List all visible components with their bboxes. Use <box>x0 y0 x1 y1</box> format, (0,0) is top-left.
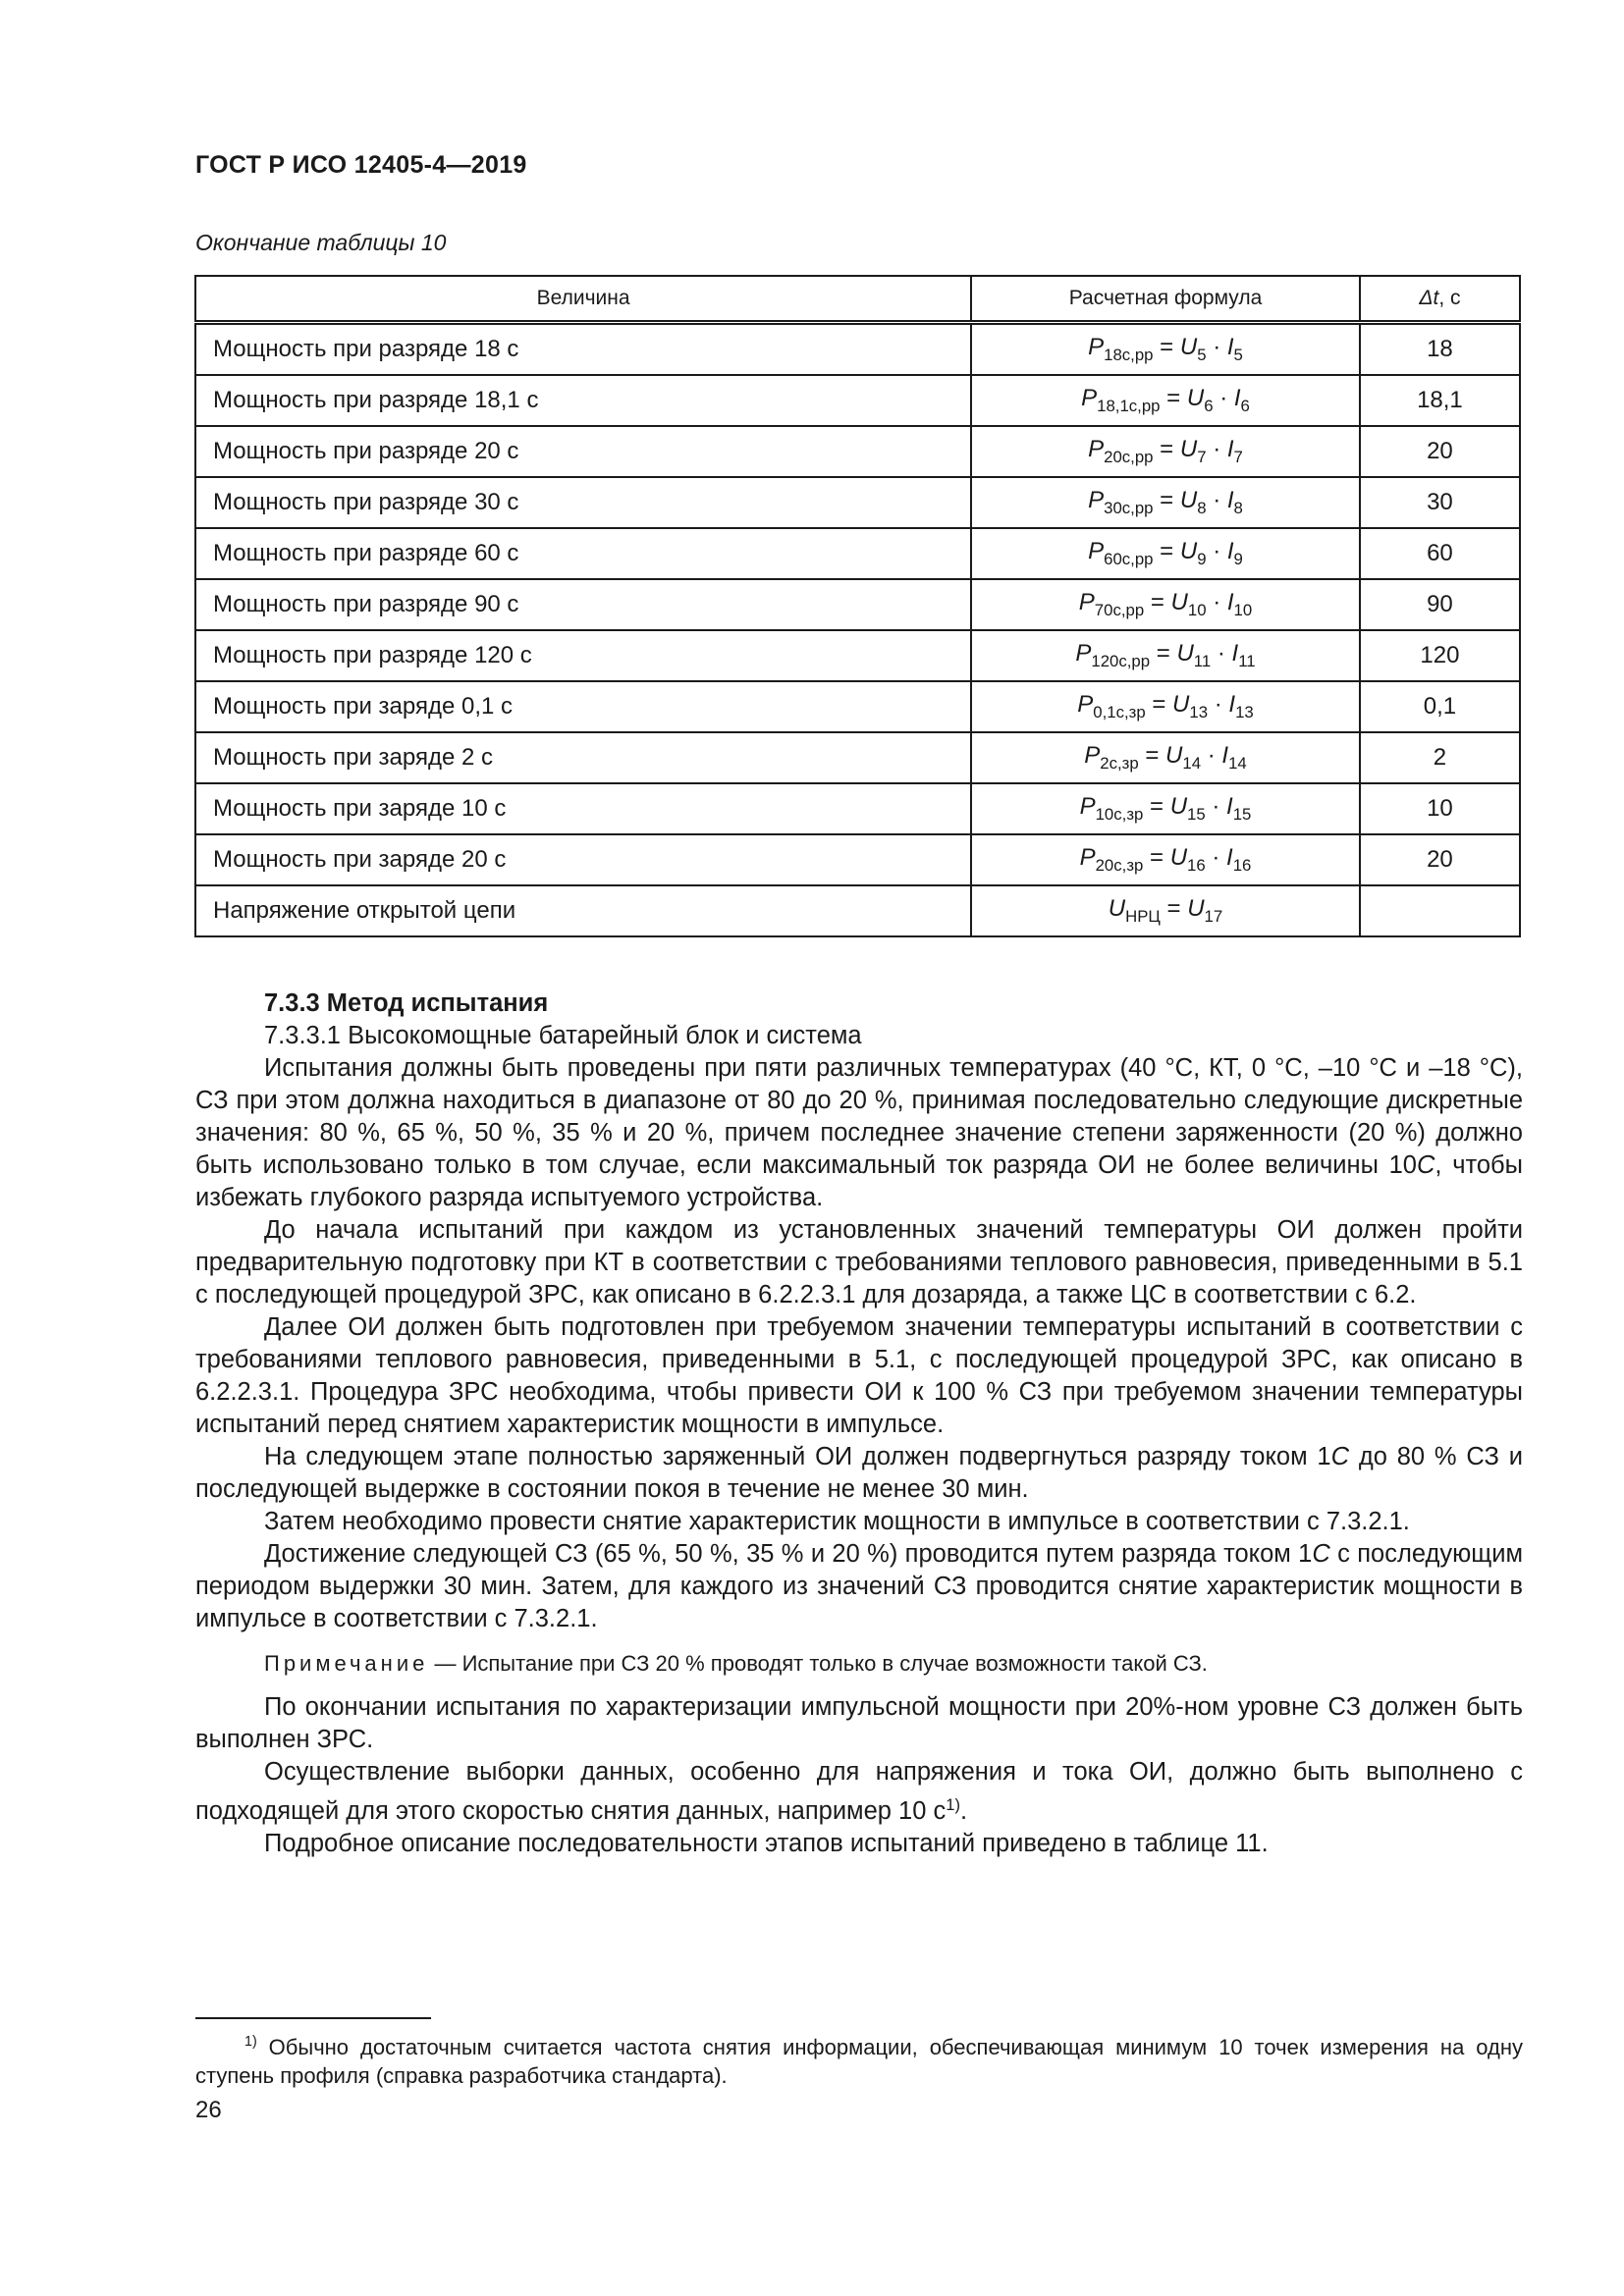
row-dt: 18,1 <box>1360 375 1520 426</box>
row-formula <box>971 323 1360 376</box>
multiply-dot: · <box>1206 487 1227 513</box>
table-row <box>195 783 1520 834</box>
power-symbol: P <box>1088 334 1105 360</box>
paragraph-8-text: Осуществление выборки данных, особенно для напряжения и тока ОИ, должно быть выполнено с подходящей для этого скоростью снятия данных, например 10 с <box>195 1758 1523 1825</box>
row-dt: 120 <box>1360 630 1520 681</box>
voltage-subscript: 11 <box>1193 652 1212 670</box>
row-name: Мощность при разряде 90 с <box>195 579 971 630</box>
current-subscript: 14 <box>1228 754 1247 773</box>
voltage-symbol: U <box>1170 589 1188 615</box>
paragraph-5: Затем необходимо провести снятие характеристик мощности в импульсе в соответствии с 7.3.2.1. <box>264 1508 1410 1535</box>
paragraph-1 <box>195 1052 1523 1214</box>
multiply-dot: · <box>1206 436 1227 462</box>
equals-sign: = <box>1143 844 1170 871</box>
section-heading: 7.3.3 Метод испытания <box>264 989 549 1017</box>
paragraph-7: По окончании испытания по характеризации импульсной мощности при 20%-ном уровне СЗ должен быть выполнен ЗРС. <box>195 1693 1523 1753</box>
paragraph-9: Подробное описание последовательности этапов испытаний приведено в таблице 11. <box>264 1830 1269 1857</box>
row-dt: 60 <box>1360 528 1520 579</box>
voltage-symbol: U <box>1169 793 1188 820</box>
table-row <box>195 834 1520 885</box>
equals-sign: = <box>1153 436 1180 462</box>
equals-sign: = <box>1145 691 1173 718</box>
voltage-subscript: 10 <box>1187 601 1207 619</box>
voltage-symbol: U <box>1179 538 1198 564</box>
table-row <box>195 426 1520 477</box>
row-name: Мощность при заряде 10 с <box>195 783 971 834</box>
row-name: Мощность при заряде 20 с <box>195 834 971 885</box>
paragraph-1-text-b: , чтобы избежать глубокого разряда испытуемого устройства. <box>195 1151 1523 1211</box>
power-subscript: 10с,зр <box>1095 805 1144 824</box>
paragraph-4 <box>195 1441 1523 1506</box>
power-subscript: 30с,рр <box>1104 499 1154 517</box>
paragraph-3: Далее ОИ должен быть подготовлен при требуемом значении температуры испытаний в соответствии с требованиями теплового равновесия, приведенными в 5.1, с последующей процедурой ЗРС, как описано в 6.2.2.3.1. Процедура ЗРС необходима, чтобы привести ОИ к 100 % СЗ при требуемом значении температуры испытаний перед снятием характеристик мощности в импульсе. <box>195 1313 1523 1438</box>
power-symbol: P <box>1088 436 1105 462</box>
current-symbol: I <box>1226 844 1233 871</box>
current-symbol: I <box>1233 385 1241 411</box>
paragraph-6-text-a: Достижение следующей СЗ (65 %, 50 %, 35 % и 20 %) проводится путем разряда током 1 <box>264 1540 1313 1568</box>
row-formula <box>971 477 1360 528</box>
column-header-name: Величина <box>195 276 971 323</box>
table-row <box>195 630 1520 681</box>
current-symbol: I <box>1231 640 1239 667</box>
equals-sign: = <box>1160 895 1188 922</box>
document-header: ГОСТ Р ИСО 12405-4—2019 <box>195 151 527 179</box>
row-formula <box>971 579 1360 630</box>
multiply-dot: · <box>1206 334 1227 360</box>
paragraph-6-c-unit: C <box>1312 1540 1330 1568</box>
row-formula <box>971 834 1360 885</box>
row-name: Мощность при разряде 30 с <box>195 477 971 528</box>
dt-unit: , с <box>1438 287 1461 309</box>
row-name: Мощность при заряде 2 с <box>195 732 971 783</box>
table-body <box>195 323 1520 937</box>
equals-sign: = <box>1153 487 1180 513</box>
paragraph-4-text-a: На следующем этапе полностью заряженный ОИ должен подвергнуться разряду током 1 <box>264 1443 1331 1470</box>
current-symbol: I <box>1226 538 1234 564</box>
voltage-symbol: U <box>1176 640 1194 667</box>
column-header-formula: Расчетная формула <box>971 276 1360 323</box>
table-caption: Окончание таблицы 10 <box>195 230 447 255</box>
power-subscript: 0,1с,зр <box>1093 703 1146 721</box>
table-row <box>195 375 1520 426</box>
voltage-symbol: U <box>1169 844 1188 871</box>
power-subscript: 2с,зр <box>1100 754 1139 773</box>
power-subscript: 18,1с,рр <box>1097 397 1161 415</box>
row-name: Мощность при разряде 18 с <box>195 323 971 376</box>
power-subscript: 120с,рр <box>1091 652 1151 670</box>
row-formula <box>971 681 1360 732</box>
row-dt: 20 <box>1360 426 1520 477</box>
page-number: 26 <box>195 2097 222 2123</box>
equals-sign: = <box>1150 640 1177 667</box>
power-subscript: 70с,рр <box>1094 601 1145 619</box>
row-dt: 90 <box>1360 579 1520 630</box>
paragraph-6-text-b: с последующим периодом выдержки 30 мин. Затем, для каждого из значений СЗ проводится снятие характеристик мощности в импульсе в соответствии с 7.3.2.1. <box>195 1540 1524 1632</box>
footnote <box>195 2028 1523 2090</box>
section-7-3-3 <box>195 988 1523 1860</box>
equals-sign: = <box>1153 334 1180 360</box>
current-subscript: 7 <box>1233 448 1243 466</box>
row-dt: 18 <box>1360 323 1520 376</box>
power-symbol: P <box>1077 691 1094 718</box>
footnote-reference[interactable]: 1) <box>946 1795 960 1814</box>
voltage-symbol: U <box>1108 895 1126 922</box>
row-dt: 0,1 <box>1360 681 1520 732</box>
power-subscript: 20с,зр <box>1095 856 1144 875</box>
row-name: Мощность при заряде 0,1 с <box>195 681 971 732</box>
power-symbol: P <box>1088 487 1105 513</box>
power-subscript: 18с,рр <box>1104 346 1154 364</box>
power-symbol: P <box>1088 538 1105 564</box>
power-symbol: P <box>1075 640 1092 667</box>
voltage-subscript: 17 <box>1204 907 1223 926</box>
current-symbol: I <box>1221 742 1229 769</box>
multiply-dot: · <box>1206 589 1227 615</box>
multiply-dot: · <box>1205 844 1227 871</box>
power-symbol: P <box>1084 742 1101 769</box>
voltage-subscript: 9 <box>1197 550 1207 568</box>
row-dt: 20 <box>1360 834 1520 885</box>
current-subscript: 8 <box>1233 499 1243 517</box>
current-symbol: I <box>1226 334 1234 360</box>
voltage-subscript: 13 <box>1189 703 1209 721</box>
dt-symbol: Δt <box>1419 287 1439 309</box>
row-dt <box>1360 885 1520 936</box>
power-subscript: 60с,рр <box>1104 550 1154 568</box>
row-formula <box>971 885 1360 936</box>
table-row-ocv <box>195 885 1520 936</box>
current-subscript: 16 <box>1232 856 1252 875</box>
voltage-subscript: 16 <box>1187 856 1206 875</box>
current-subscript: 6 <box>1240 397 1250 415</box>
row-name: Мощность при разряде 18,1 с <box>195 375 971 426</box>
row-dt: 2 <box>1360 732 1520 783</box>
power-symbol: P <box>1078 589 1095 615</box>
column-header-dt <box>1360 276 1520 323</box>
table-row <box>195 681 1520 732</box>
equals-sign: = <box>1160 385 1187 411</box>
footnote-text: Обычно достаточным считается частота снятия информации, обеспечивающая минимум 10 точек измерения на одну ступень профиля (справка разработчика стандарта). <box>195 2035 1523 2088</box>
multiply-dot: · <box>1206 538 1227 564</box>
paragraph-8-end: . <box>959 1797 968 1825</box>
equals-sign: = <box>1138 742 1166 769</box>
equals-sign: = <box>1153 538 1180 564</box>
current-subscript: 15 <box>1232 805 1252 824</box>
multiply-dot: · <box>1205 793 1227 820</box>
row-formula <box>971 783 1360 834</box>
table-row <box>195 477 1520 528</box>
row-formula <box>971 375 1360 426</box>
row-formula <box>971 528 1360 579</box>
row-formula <box>971 732 1360 783</box>
row-name: Мощность при разряде 60 с <box>195 528 971 579</box>
note-label: Примечание <box>264 1651 429 1676</box>
voltage-symbol: U <box>1187 895 1205 922</box>
voltage-subscript: 6 <box>1204 397 1214 415</box>
paragraph-2: До начала испытаний при каждом из установленных значений температуры ОИ должен пройти предварительную подготовку при КТ в соответствии с требованиями теплового равновесия, приведенными в 5.1 с последующей процедурой ЗРС, как описано в 6.2.2.3.1 для дозаряда, а также ЦС в соответствии с 6.2. <box>195 1216 1523 1308</box>
current-symbol: I <box>1228 691 1236 718</box>
paragraph-4-c-unit: C <box>1330 1443 1350 1470</box>
section-subheading: 7.3.3.1 Высокомощные батарейный блок и система <box>264 1022 862 1049</box>
voltage-subscript: 5 <box>1197 346 1207 364</box>
voltage-subscript: 7 <box>1197 448 1207 466</box>
current-subscript: 5 <box>1233 346 1243 364</box>
row-name: Напряжение открытой цепи <box>195 885 971 936</box>
row-formula <box>971 426 1360 477</box>
paragraph-8 <box>195 1756 1523 1828</box>
current-symbol: I <box>1226 487 1234 513</box>
note <box>195 1647 1523 1680</box>
current-symbol: I <box>1226 589 1234 615</box>
power-symbol: P <box>1079 844 1096 871</box>
equals-sign: = <box>1144 589 1171 615</box>
power-symbol: P <box>1081 385 1098 411</box>
row-name: Мощность при разряде 120 с <box>195 630 971 681</box>
paragraph-6 <box>195 1538 1523 1635</box>
voltage-symbol: U <box>1186 385 1205 411</box>
voltage-symbol: U <box>1165 742 1183 769</box>
ocv-subscript: НРЦ <box>1125 907 1161 926</box>
current-symbol: I <box>1226 793 1233 820</box>
table-row <box>195 732 1520 783</box>
table-row <box>195 528 1520 579</box>
voltage-subscript: 15 <box>1187 805 1206 824</box>
voltage-symbol: U <box>1179 487 1198 513</box>
row-name: Мощность при разряде 20 с <box>195 426 971 477</box>
row-dt: 30 <box>1360 477 1520 528</box>
voltage-symbol: U <box>1179 334 1198 360</box>
paragraph-1-c-unit: C <box>1417 1151 1435 1179</box>
voltage-symbol: U <box>1172 691 1190 718</box>
footnote-mark: 1) <box>244 2034 257 2050</box>
paragraph-1-text-a: Испытания должны быть проведены при пяти различных температурах (40 °С, КТ, 0 °С, –10 °С и –18 °С), СЗ при этом должна находиться в диапазоне от 80 до 20 %, принимая последовательно следующие дискретные значения: 80 %, 65 %, 50 %, 35 % и 20 %, причем последнее значение степени заряженности (20 %) должно быть использовано только в том случае, если максимальный ток разряда ОИ не более величины 10 <box>195 1054 1523 1179</box>
row-formula <box>971 630 1360 681</box>
table-row <box>195 579 1520 630</box>
multiply-dot: · <box>1211 640 1232 667</box>
equals-sign: = <box>1143 793 1170 820</box>
current-subscript: 11 <box>1238 652 1256 670</box>
note-text: — Испытание при СЗ 20 % проводят только в случае возможности такой СЗ. <box>428 1651 1208 1676</box>
voltage-subscript: 8 <box>1197 499 1207 517</box>
power-subscript: 20с,рр <box>1104 448 1154 466</box>
paragraph-4-text-b: до 80 % СЗ и последующей выдержке в состоянии покоя в течение не менее 30 мин. <box>195 1443 1523 1503</box>
row-dt: 10 <box>1360 783 1520 834</box>
multiply-dot: · <box>1213 385 1234 411</box>
current-subscript: 9 <box>1233 550 1243 568</box>
footnote-separator <box>195 2017 431 2019</box>
table-10 <box>194 275 1521 937</box>
current-subscript: 13 <box>1235 703 1254 721</box>
voltage-subscript: 14 <box>1182 754 1202 773</box>
current-subscript: 10 <box>1233 601 1253 619</box>
multiply-dot: · <box>1201 742 1222 769</box>
current-symbol: I <box>1226 436 1234 462</box>
table-row <box>195 323 1520 376</box>
power-symbol: P <box>1079 793 1096 820</box>
multiply-dot: · <box>1208 691 1229 718</box>
table-header-row <box>195 276 1520 323</box>
voltage-symbol: U <box>1179 436 1198 462</box>
